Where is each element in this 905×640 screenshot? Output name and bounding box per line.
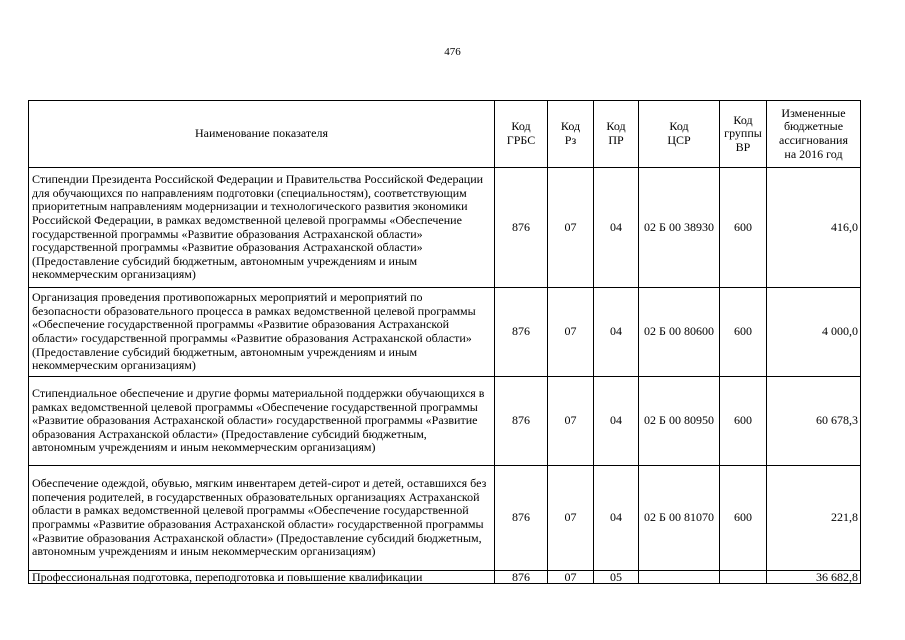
cell-grbs: 876 (495, 377, 548, 466)
cell-vr (720, 571, 767, 584)
cell-csr (639, 571, 720, 584)
cell-pr: 04 (594, 377, 639, 466)
cell-grbs: 876 (495, 168, 548, 288)
table-row (29, 288, 861, 377)
cell-csr: 02 Б 00 80950 (639, 377, 720, 466)
cell-grbs: 876 (495, 288, 548, 377)
cell-amount: 221,8 (767, 466, 861, 571)
cell-rz: 07 (548, 288, 594, 377)
cell-vr: 600 (720, 168, 767, 288)
cell-name: Профессиональная подготовка, переподготовка и повышение квалификации (29, 571, 495, 584)
cell-rz: 07 (548, 168, 594, 288)
cell-grbs: 876 (495, 571, 548, 584)
cell-amount: 60 678,3 (767, 377, 861, 466)
table-row (29, 377, 861, 466)
header-rz: Код Рз (548, 101, 594, 168)
cell-amount: 36 682,8 (767, 571, 861, 584)
cell-name: Стипендиальное обеспечение и другие формы материальной поддержки обучающихся в рамках ведомственной целевой программы «Обеспечение государственной программы «Развитие образования Астраханской области» государственной программы «Развитие образования Астраханской области» (Предоставление субсидий бюджетным, автономным учреждениям и иным некоммерческим организациям) (29, 377, 495, 466)
table-header-row (29, 101, 861, 168)
cell-name: Стипендии Президента Российской Федерации и Правительства Российской Федерации для обучающихся по направлениям подготовки (специальностям), соответствующим приоритетным направлениям модернизации и технологического развития экономики Российской Федерации, в рамках ведомственной целевой программы «Обеспечение государственной программы «Развитие образования Астраханской области» государственной программы «Развитие образования Астраханской области» (Предоставление субсидий бюджетным, автономным учреждениям и иным некоммерческим организациям) (29, 168, 495, 288)
cell-pr: 04 (594, 288, 639, 377)
cell-rz: 07 (548, 571, 594, 584)
cell-vr: 600 (720, 288, 767, 377)
page-number: 476 (444, 46, 461, 58)
cell-rz: 07 (548, 466, 594, 571)
header-vr: Код группы ВР (720, 101, 767, 168)
cell-pr: 04 (594, 466, 639, 571)
cell-grbs: 876 (495, 466, 548, 571)
cell-vr: 600 (720, 377, 767, 466)
table-row (29, 571, 861, 584)
cell-rz: 07 (548, 377, 594, 466)
header-pr: Код ПР (594, 101, 639, 168)
cell-pr: 04 (594, 168, 639, 288)
table-row (29, 168, 861, 288)
header-amount: Измененные бюджетные ассигнования на 2016 год (767, 101, 861, 168)
cell-name: Обеспечение одеждой, обувью, мягким инвентарем детей-сирот и детей, оставшихся без попечения родителей, в государственных образовательных организациях Астраханской области в рамках ведомственной целевой программы «Обеспечение государственной программы «Развитие образования Астраханской области» государственной программы «Развитие образования Астраханской области» (Предоставление субсидий бюджетным, автономным учреждениям и иным некоммерческим организациям) (29, 466, 495, 571)
cell-name: Организация проведения противопожарных мероприятий и мероприятий по безопасности образовательного процесса в рамках ведомственной целевой программы «Обеспечение государственной программы «Развитие образования Астраханской области» государственной программы «Развитие образования Астраханской области» (Предоставление субсидий бюджетным, автономным учреждениям и иным некоммерческим организациям) (29, 288, 495, 377)
cell-amount: 4 000,0 (767, 288, 861, 377)
cell-csr: 02 Б 00 38930 (639, 168, 720, 288)
header-csr: Код ЦСР (639, 101, 720, 168)
table-row (29, 466, 861, 571)
cell-vr: 600 (720, 466, 767, 571)
cell-amount: 416,0 (767, 168, 861, 288)
budget-table (28, 100, 861, 584)
header-name: Наименование показателя (29, 101, 495, 168)
cell-csr: 02 Б 00 81070 (639, 466, 720, 571)
cell-pr: 05 (594, 571, 639, 584)
cell-csr: 02 Б 00 80600 (639, 288, 720, 377)
header-grbs: Код ГРБС (495, 101, 548, 168)
